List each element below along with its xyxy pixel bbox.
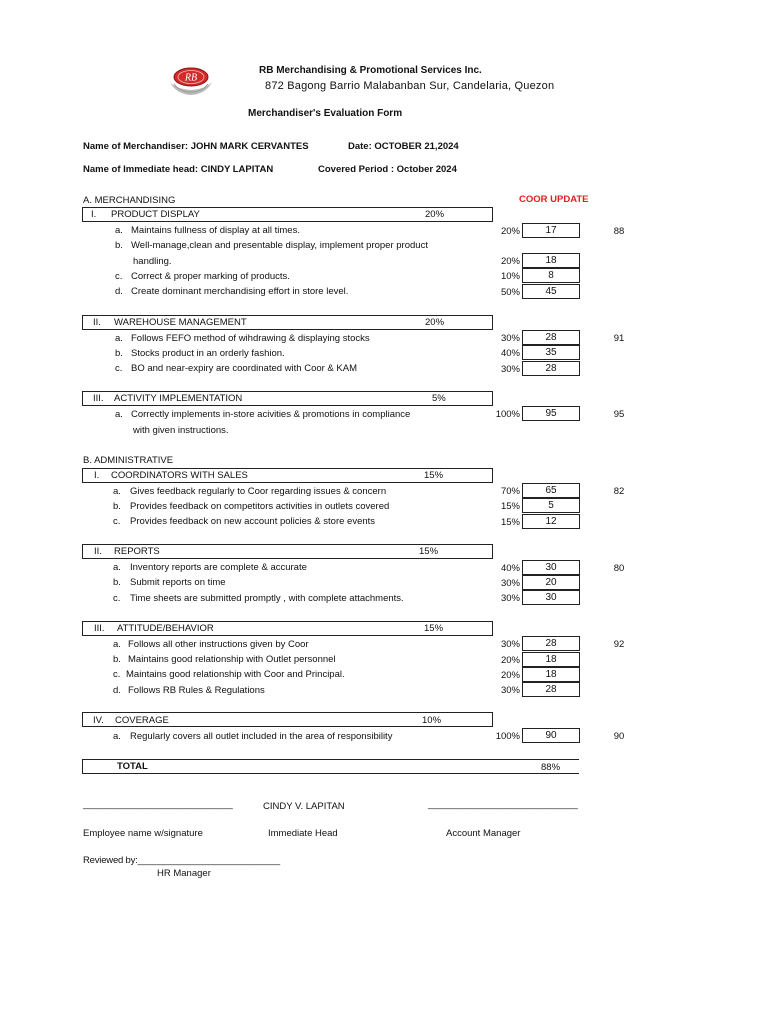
group-title: PRODUCT DISPLAY	[111, 209, 200, 220]
score-cell: 45	[522, 284, 580, 299]
hr-manager-label: HR Manager	[157, 868, 211, 879]
item-letter: c.	[113, 593, 121, 604]
item-percent: 30%	[500, 593, 520, 604]
form-title: Merchandiser's Evaluation Form	[248, 108, 403, 119]
score-cell: 17	[522, 223, 580, 238]
item-letter: b.	[113, 577, 121, 588]
group-title: ATTITUDE/BEHAVIOR	[117, 623, 214, 634]
group-weight: 20%	[425, 209, 445, 220]
item-text: Create dominant merchandising effort in store level.	[131, 286, 349, 297]
item-percent: 40%	[500, 348, 520, 359]
group-title: ACTIVITY IMPLEMENTATION	[114, 393, 243, 404]
group-weight: 15%	[424, 470, 444, 481]
group-average: 90	[613, 731, 625, 742]
score-cell: 18	[522, 253, 580, 268]
item-letter: c.	[113, 669, 121, 680]
group-average: 88	[613, 226, 625, 237]
group-average: 92	[613, 639, 625, 650]
group-number: III.	[94, 623, 105, 634]
item-letter: d.	[113, 685, 121, 696]
group-number: IV.	[93, 715, 104, 726]
score-cell: 20	[522, 575, 580, 590]
group-average: 80	[613, 563, 625, 574]
total-label: TOTAL	[117, 761, 148, 772]
merchandiser-name: Name of Merchandiser: JOHN MARK CERVANTES	[83, 141, 309, 152]
account-manager-signature-line: ______________________________	[428, 799, 578, 810]
item-text: Maintains fullness of display at all times.	[131, 225, 300, 236]
group-average: 82	[613, 486, 625, 497]
group-average: 91	[613, 333, 625, 344]
item-letter: d.	[115, 286, 123, 297]
item-text: Submit reports on time	[130, 577, 226, 588]
score-cell: 18	[522, 652, 580, 667]
group-number: II.	[94, 546, 102, 557]
score-cell: 30	[522, 560, 580, 575]
item-letter: c.	[115, 363, 123, 374]
score-cell: 8	[522, 268, 580, 283]
company-name: RB Merchandising & Promotional Services Inc.	[259, 65, 482, 76]
group-weight: 15%	[424, 623, 444, 634]
total-bottom-rule	[82, 773, 579, 774]
item-text: Time sheets are submitted promptly , with complete attachments.	[130, 593, 404, 604]
covered-period: Covered Period : October 2024	[318, 164, 457, 175]
score-cell: 28	[522, 636, 580, 651]
item-letter: c.	[113, 516, 121, 527]
group-number: III.	[93, 393, 104, 404]
item-percent: 100%	[495, 409, 520, 420]
item-letter: b.	[113, 654, 121, 665]
group-number: I.	[91, 209, 97, 220]
item-letter: a.	[113, 639, 121, 650]
item-percent: 15%	[500, 501, 520, 512]
item-percent: 20%	[500, 655, 520, 666]
item-percent: 20%	[500, 226, 520, 237]
score-cell: 95	[522, 406, 580, 421]
score-cell: 5	[522, 498, 580, 513]
item-text: BO and near-expiry are coordinated with Coor & KAM	[131, 363, 357, 374]
item-percent: 20%	[500, 256, 520, 267]
item-text: Stocks product in an orderly fashion.	[131, 348, 285, 359]
item-text: Provides feedback on new account policies & store events	[130, 516, 376, 527]
item-percent: 100%	[495, 731, 520, 742]
coor-update-label: COOR UPDATE	[519, 194, 589, 205]
immediate-head-name: Name of Immediate head: CINDY LAPITAN	[83, 164, 274, 175]
company-address: 872 Bagong Barrio Malabanban Sur, Candelaria, Quezon	[265, 80, 555, 92]
item-text: Follows FEFO method of wihdrawing & displaying stocks	[131, 333, 370, 344]
item-letter: a.	[115, 333, 123, 344]
group-average: 95	[613, 409, 625, 420]
item-percent: 15%	[500, 517, 520, 528]
item-percent: 70%	[500, 486, 520, 497]
item-percent: 20%	[500, 670, 520, 681]
group-title: REPORTS	[114, 546, 160, 557]
group-number: II.	[93, 317, 101, 328]
evaluation-date: Date: OCTOBER 21,2024	[348, 141, 459, 152]
group-title: WAREHOUSE MANAGEMENT	[114, 317, 247, 328]
item-letter: a.	[113, 731, 121, 742]
item-text-continued: with given instructions.	[133, 425, 229, 436]
item-letter: a.	[113, 486, 121, 497]
score-cell: 18	[522, 667, 580, 682]
section-merchandising: A. MERCHANDISING	[83, 195, 176, 206]
score-cell: 12	[522, 514, 580, 529]
item-percent: 50%	[500, 287, 520, 298]
company-logo	[166, 64, 216, 98]
total-left-rule	[82, 759, 83, 774]
immediate-head-label: Immediate Head	[268, 828, 338, 839]
employee-label: Employee name w/signature	[83, 828, 203, 839]
item-text: Correctly implements in-store acivities & promotions in compliance	[131, 409, 411, 420]
score-cell: 28	[522, 682, 580, 697]
item-text: Follows RB Rules & Regulations	[128, 685, 265, 696]
item-text: Provides feedback on competitors activities in outlets covered	[130, 501, 390, 512]
item-text: Gives feedback regularly to Coor regarding issues & concern	[130, 486, 387, 497]
score-cell: 28	[522, 361, 580, 376]
score-cell: 90	[522, 728, 580, 743]
item-letter: b.	[115, 240, 123, 251]
item-text: Regularly covers all outlet included in the area of responsibility	[130, 731, 393, 742]
reviewed-by-line: Reviewed by:____________________________	[83, 855, 280, 866]
account-manager-label: Account Manager	[446, 828, 521, 839]
item-percent: 30%	[500, 685, 520, 696]
item-letter: c.	[115, 271, 123, 282]
item-percent: 30%	[500, 364, 520, 375]
item-letter: a.	[113, 562, 121, 573]
item-letter: a.	[115, 225, 123, 236]
item-text: Correct & proper marking of products.	[131, 271, 290, 282]
item-text: Follows all other instructions given by Coor	[128, 639, 309, 650]
item-text: Maintains good relationship with Coor and Principal.	[126, 669, 345, 680]
item-letter: b.	[115, 348, 123, 359]
score-cell: 35	[522, 345, 580, 360]
score-cell: 28	[522, 330, 580, 345]
item-percent: 30%	[500, 578, 520, 589]
group-weight: 20%	[425, 317, 445, 328]
item-percent: 30%	[500, 639, 520, 650]
svg-text:RB: RB	[184, 72, 198, 84]
group-weight: 15%	[419, 546, 439, 557]
total-value: 88%	[541, 762, 561, 773]
score-cell: 30	[522, 590, 580, 605]
item-percent: 30%	[500, 333, 520, 344]
item-text: Well-manage,clean and presentable display, implement proper product	[131, 240, 428, 251]
total-top-rule	[82, 759, 579, 760]
immediate-head-signature-name: CINDY V. LAPITAN	[263, 801, 345, 812]
group-weight: 5%	[432, 393, 446, 404]
item-letter: b.	[113, 501, 121, 512]
group-title: COVERAGE	[115, 715, 169, 726]
item-text: Inventory reports are complete & accurate	[130, 562, 307, 573]
item-percent: 40%	[500, 563, 520, 574]
group-number: I.	[94, 470, 100, 481]
item-text-continued: handling.	[133, 256, 172, 267]
item-percent: 10%	[500, 271, 520, 282]
score-cell: 65	[522, 483, 580, 498]
group-weight: 10%	[422, 715, 442, 726]
section-administrative: B. ADMINISTRATIVE	[83, 455, 174, 466]
item-letter: a.	[115, 409, 123, 420]
group-title: COORDINATORS WITH SALES	[111, 470, 248, 481]
item-text: Maintains good relationship with Outlet personnel	[128, 654, 336, 665]
employee-signature-line: ______________________________	[83, 799, 233, 810]
